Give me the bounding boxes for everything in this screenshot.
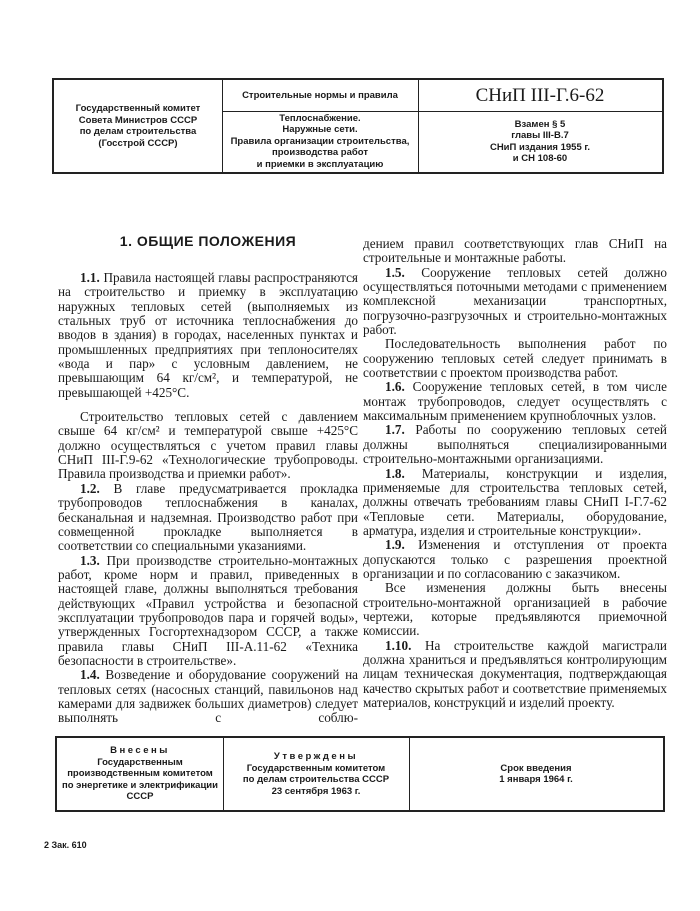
- approved-line: Государственным комитетом: [246, 762, 386, 774]
- paragraph-text: Материалы, конструкции и изделия, применяемые для строительства тепловых сетей, должны отвечать требованиям главы СНиП I-Г.7-62 «Тепловые сети. Материалы, оборудование, арматура, изделия и строительные конструкции».: [363, 465, 667, 538]
- subject-line: Правила организации строительства,: [230, 135, 410, 147]
- paragraph: [58, 410, 358, 482]
- paragraph: [363, 423, 667, 466]
- paragraph-number: 1.10.: [385, 637, 412, 653]
- subject-line: и приемки в эксплуатацию: [256, 158, 384, 170]
- paragraph: [363, 538, 667, 581]
- print-mark: 2 Зак. 610: [44, 840, 87, 850]
- header-table: [52, 78, 664, 174]
- paragraph: [363, 380, 667, 423]
- replaces-note: [418, 111, 662, 172]
- paragraph-number: 1.5.: [385, 264, 405, 280]
- introduced-line: по энергетике и электрификации: [62, 779, 218, 791]
- paragraph-text: На строительстве каждой магистрали должна храниться и предъявляться контролирующим лицам техническая документация, подтверждающая качество скрытых работ и соответствие применяемых материалов, конструкций и изделий проекту.: [363, 637, 667, 710]
- paragraph-number: 1.4.: [80, 667, 100, 683]
- introduced-title: Внесены: [110, 745, 170, 757]
- introduced-line: СССР: [126, 791, 154, 803]
- paragraph-number: 1.3.: [80, 552, 100, 568]
- paragraph-number: 1.2.: [80, 480, 100, 496]
- paragraph-text: Последовательность выполнения работ по сооружению тепловых сетей следует принимать в соответствии с проектом производства работ.: [363, 336, 667, 381]
- paragraph: [58, 271, 358, 400]
- replaces-line: и СН 108-60: [512, 153, 568, 164]
- effective-date: [409, 738, 663, 810]
- paragraph: [363, 337, 667, 380]
- paragraph: [58, 668, 358, 725]
- paragraph: [363, 237, 667, 266]
- paragraph: [363, 581, 667, 638]
- paragraph-text: Правила настоящей главы распространяются на строительство и приемку в эксплуатацию наружных тепловых сетей (выполняемых из стальных труб от источника теплоснабжения до вводов в здания) в городах, населенных пунктах и промышленных предприятиях при теплоносителях «вода и пар» с условным давлением, не превышающим 64 кг/см², и температурой, не превышающей +425°С.: [58, 270, 358, 400]
- subject-line: Наружные сети.: [282, 124, 358, 136]
- replaces-line: главы III-В.7: [511, 130, 569, 141]
- committee-line: по делам строительства: [79, 126, 197, 137]
- committee-line: (Госстрой СССР): [98, 137, 178, 149]
- subject-line: Теплоснабжение.: [279, 112, 361, 124]
- paragraph-text: Сооружение тепловых сетей, в том числе монтаж трубопроводов, следует осуществлять с максимальным применением крупноблочных узлов.: [363, 379, 667, 424]
- paragraph-number: 1.8.: [385, 465, 405, 481]
- paragraph-text: Сооружение тепловых сетей должно осуществляться поточными методами с применением комплексной механизации транспортных, погрузочно-разгрузочных и строительно-монтажных работ.: [363, 264, 667, 338]
- paragraph-number: 1.1.: [80, 270, 100, 285]
- paragraph: [58, 482, 358, 554]
- effective-value: 1 января 1964 г.: [499, 774, 573, 785]
- approved-date: 23 сентября 1963 г.: [271, 785, 361, 797]
- subject-line: производства работ: [272, 147, 368, 159]
- paragraph: [363, 467, 667, 539]
- approved-by: [223, 738, 409, 810]
- document-code: СНиП III-Г.6-62: [475, 84, 605, 106]
- paragraph-text: Изменения и отступления от проекта допускаются только с разрешения проектной организации и по согласованию с заказчиком.: [363, 537, 667, 581]
- paragraph-text: Работы по сооружению тепловых сетей должны выполняться специализированными строительно-монтажными организациями.: [363, 422, 667, 467]
- committee-line: Совета Министров СССР: [78, 114, 198, 126]
- left-text-column: [58, 271, 358, 726]
- right-text-column: [363, 237, 667, 710]
- committee-line: Государственный комитет: [75, 103, 201, 114]
- introduced-line: Государственным: [97, 756, 183, 768]
- introduced-line: производственным комитетом: [67, 768, 213, 780]
- paragraph-number: 1.6.: [385, 379, 405, 395]
- paragraph-number: 1.9.: [385, 537, 405, 553]
- replaces-line: СНиП издания 1955 г.: [489, 141, 591, 153]
- paragraph-text: дением правил соответствующих глав СНиП на строительные и монтажные работы.: [363, 236, 667, 266]
- paragraph: [363, 266, 667, 338]
- section-title: 1. ОБЩИЕ ПОЛОЖЕНИЯ: [119, 233, 297, 249]
- paragraph-text: Все изменения должны быть внесены строительно-монтажной организацией в рабочие чертежи, которые предъявляются приемочной комиссии.: [363, 580, 667, 639]
- paragraph: [363, 639, 667, 711]
- introduced-by: [57, 738, 223, 810]
- footer-table: [55, 736, 665, 812]
- paragraph-text: Возведение и оборудование сооружений на тепловых сетях (насосных станций, павильонов над камерами для задвижек больших диаметров) следует выполнять с соблю-: [58, 667, 358, 726]
- document-subject: [222, 111, 418, 172]
- replaces-line: Взамен § 5: [514, 118, 566, 130]
- paragraph-number: 1.7.: [385, 422, 405, 438]
- paragraph: [58, 554, 358, 669]
- effective-label: Срок введения: [500, 762, 572, 774]
- norms-label: Строительные нормы и правила: [242, 89, 398, 101]
- committee-name: [54, 80, 222, 172]
- paragraph-text: Строительство тепловых сетей с давлением свыше 64 кг/см² и температурой свыше +425°С должно осуществляться с учетом правил главы СНиП III-Г.9-62 «Технологические трубопроводы. Правила производства и приемки работ».: [58, 409, 358, 482]
- approved-title: Утверждены: [273, 751, 359, 762]
- approved-line: по делам строительства СССР: [242, 774, 390, 785]
- paragraph-text: При производстве строительно-монтажных работ, кроме норм и правил, приведенных в настоящей главе, должны выполняться требования действующих «Правил устройства и безопасной эксплуатации трубопроводов пара и горячей воды», утвержденных Госгортехнадзором СССР, а также правила главы СНиП III-А.11-62 «Техника безопасности в строительстве».: [58, 552, 358, 668]
- paragraph-text: В главе предусматривается прокладка трубопроводов теплоснабжения в каналах, бесканальная и надземная. Производство работ при совмещенной прокладке выполняется в соответствии со специальными указаниями.: [58, 480, 358, 554]
